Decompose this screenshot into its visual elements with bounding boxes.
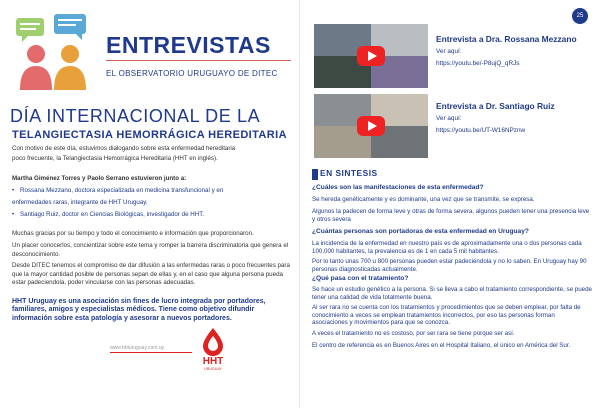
- answer-3b: Al ser rara no se cuenta con los tratamientos y procedimientos que se deben emplear, por falta de conocimiento a veces se emplean tratamientos incorrectos, por eso las personas forman asociaciones y movimientos para que se conozca.: [312, 304, 581, 327]
- section-subtitle: EL OBSERVATORIO URUGUAYO DE DITEC: [106, 69, 278, 78]
- article-title-line2: TELANGIECTASIA HEMORRÁGICA HEREDITARIA: [12, 129, 287, 141]
- bullet-ruiz: • Santiago Ruiz, doctor en Ciencias Biológicas, investigador de HHT.: [12, 211, 205, 218]
- logo-subtext: URUGUAY: [204, 367, 222, 371]
- bullet-ruiz-text: Santiago Ruiz, doctor en Ciencias Biológicas, investigador de HHT.: [20, 211, 205, 218]
- purpose-paragraph: Un placer conocerlos, concientizar sobre este tema y romper la barrera discriminatoria que genera el desconocimiento.: [12, 242, 289, 258]
- video-link-mezzano[interactable]: https://youtu.be/-P8ujQ_qRJs: [436, 60, 520, 67]
- answer-2a: La incidencia de la enfermedad en nuestro país es de aproximadamente una o dos personas cada 100.000 habitantes, la prevalencia es de 1 en cada 5 mil habitantes.: [312, 240, 582, 255]
- website-url[interactable]: www.hhturuguay.com.uy: [110, 345, 165, 351]
- bullet-mezzano-cont: enfermedades raras, integrante de HHT Uruguay.: [12, 199, 148, 206]
- chat-people-icon: [14, 14, 92, 92]
- answer-1b: Algunos la padecen de forma leve y otras de forma severa, algunos pueden tener una presencia leve y otros severa: [312, 208, 590, 223]
- video-thumbnail-ruiz[interactable]: [314, 94, 428, 158]
- video-title-mezzano: Entrevista a Dra. Rossana Mezzano: [436, 34, 577, 44]
- intro-line1: Con motivo de este día, estuvimos dialogando sobre esta enfermedad hereditaria: [12, 145, 236, 152]
- ditec-paragraph: Desde DITEC tenemos el compromiso de dar difusión a las enfermedas raras o poco frecuentes para que la mayor cantidad posible de personas sepan de ellas y, en el caso que alguna persona pueda estar padeciendola, poder vincularse con las personas adecuadas.: [12, 262, 290, 287]
- bullet-mezzano: • Rossana Mezzano, doctora especializada en medicina transfuncional y en: [12, 187, 224, 194]
- question-2: ¿Cuántas personas son portadoras de esta enfermedad en Uruguay?: [312, 228, 529, 235]
- page-number: 25: [572, 8, 588, 24]
- answer-2b: Por lo tanto unas 700 u 800 personas pueden estar padeciéndola y no lo saben. En Uruguay hay 90 personas diagnosticadas actualmente.: [312, 258, 587, 273]
- logo-text: HHT: [202, 356, 224, 367]
- video-thumbnail-mezzano[interactable]: [314, 24, 428, 88]
- thanks-paragraph: Muchas gracias por su tiempo y todo el conocimiento e información que proporcionaron.: [12, 230, 254, 237]
- answer-3d: El centro de referencia es en Buenos Aires en el Hospital Italiano, el único en América del Sur.: [312, 342, 571, 349]
- closing-paragraph: HHT Uruguay es una asociación sin fines de lucro integrada por portadores, familiares, amigos y especialistas médicos. Tiene como objetivo difundir información sobre esta patología y asesorar a nuevos portadores.: [12, 298, 266, 322]
- question-1: ¿Cuáles son las manifestaciones de esta enfermedad?: [312, 184, 484, 191]
- video-label-mezzano: Ver aquí:: [436, 48, 462, 55]
- participants-intro: Martha Giménez Torres y Paolo Serrano estuvieron junto a:: [12, 175, 187, 182]
- answer-1a: Se hereda genéticamente y es dominante, una vez que se transmite, se expresa.: [312, 196, 535, 203]
- footer-divider: [110, 352, 192, 353]
- play-icon[interactable]: [357, 46, 385, 66]
- bullet-mezzano-text: Rossana Mezzano, doctora especializada en medicina transfuncional y en: [20, 187, 224, 194]
- video-link-ruiz[interactable]: https://youtu.be/UT-W16NPznw: [436, 127, 526, 134]
- answer-3a: Se hace un estudio genético a la persona. Si se lleva a cabo el tratamiento correspondiente, se puede tener una calidad de vida totalmente buena.: [312, 286, 592, 301]
- summary-heading-marker: [312, 169, 318, 180]
- answer-3c: A veces el tratamiento no es costoso, por ser rara se tiene porque ser así.: [312, 330, 515, 337]
- play-icon[interactable]: [357, 116, 385, 136]
- video-title-ruiz: Entrevista a Dr. Santiago Ruiz: [436, 101, 555, 111]
- intro-line2: poco frecuente, la Telangiectasia Hemorrágica Hereditaria (HHT en inglés).: [12, 155, 218, 162]
- article-title-line1: DÍA INTERNACIONAL DE LA: [10, 106, 261, 126]
- summary-heading: EN SINTESIS: [320, 168, 378, 178]
- video-label-ruiz: Ver aquí:: [436, 115, 462, 122]
- question-3: ¿Qué pasa con el tratamiento?: [312, 275, 409, 282]
- section-title: ENTREVISTAS: [106, 32, 271, 58]
- hht-uruguay-logo: [196, 326, 230, 372]
- title-divider: [106, 60, 291, 61]
- right-page: [300, 0, 600, 408]
